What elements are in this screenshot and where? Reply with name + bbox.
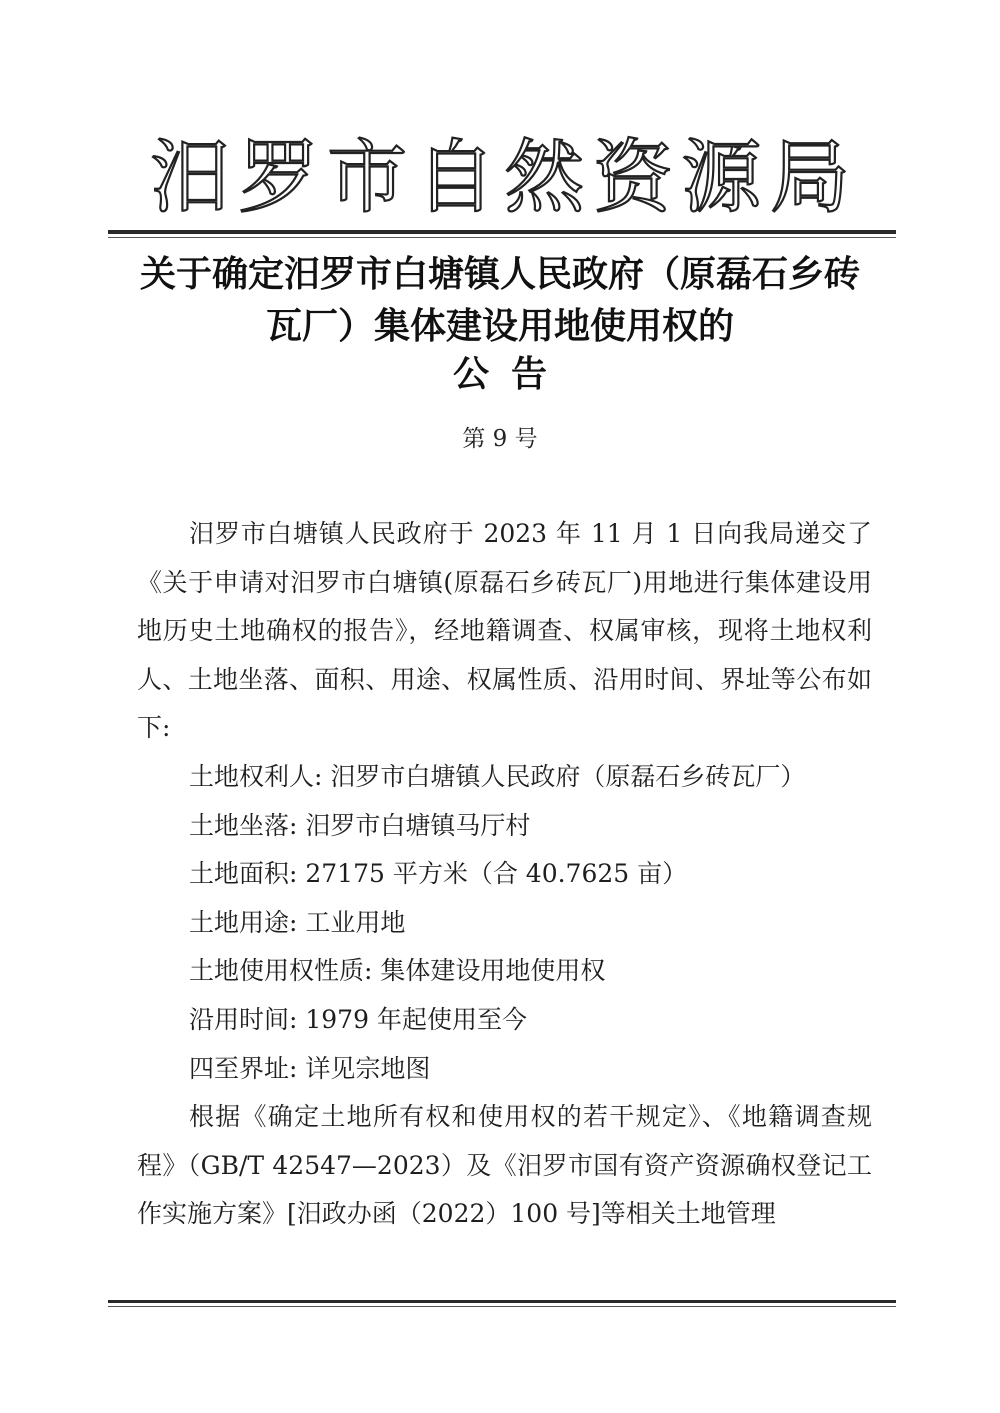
closing-paragraph: 根据《确定土地所有权和使用权的若干规定》、《地籍调查规程》（GB/T 42547—2023）及《汨罗市国有资产资源确权登记工作实施方案》[汨政办函（2022）100 号]等相关土地管理 (137, 1102, 872, 1229)
info-item-usage-period: 沿用时间: 1979 年起使用至今 (189, 1004, 527, 1034)
header-divider (108, 230, 896, 238)
notice-subtitle: 公告 (452, 354, 569, 395)
info-item-area: 土地面积: 27175 平方米（合 40.7625 亩） (189, 859, 688, 889)
document-number: 第 9 号 (462, 426, 538, 452)
letterhead-char: 罗 (238, 131, 319, 224)
letterhead-char: 局 (769, 131, 850, 224)
info-item-right-type: 土地使用权性质: 集体建设用地使用权 (189, 956, 606, 986)
letterhead-char: 资 (592, 131, 673, 224)
letterhead-char: 自 (415, 131, 496, 224)
info-item-rights-holder: 土地权利人: 汨罗市白塘镇人民政府（原磊石乡砖瓦厂） (189, 761, 806, 791)
info-item-boundaries: 四至界址: 详见宗地图 (189, 1053, 431, 1083)
letterhead (150, 128, 850, 228)
info-item-usage: 土地用途: 工业用地 (189, 907, 406, 937)
letterhead-char: 汨 (150, 131, 230, 224)
footer-divider (108, 1300, 896, 1307)
letterhead-char: 市 (327, 131, 408, 224)
notice-title-line-1: 关于确定汨罗市白塘镇人民政府（原磊石乡砖 (139, 254, 860, 295)
notice-body (137, 510, 872, 1239)
intro-paragraph: 汨罗市白塘镇人民政府于 2023 年 11 月 1 日向我局递交了《关于申请对汨罗市白塘镇(原磊石乡砖瓦厂)用地进行集体建设用地历史土地确权的报告》，经地籍调查、权属审核，现将土地权利人、土地坐落、面积、用途、权属性质、沿用时间、界址等公布如下: (137, 519, 872, 743)
letterhead-char: 然 (504, 131, 585, 224)
letterhead-char: 源 (681, 131, 762, 224)
notice-title-line-2: 瓦厂）集体建设用地使用权的 (265, 306, 734, 347)
info-item-location: 土地坐落: 汨罗市白塘镇马厅村 (189, 810, 531, 840)
